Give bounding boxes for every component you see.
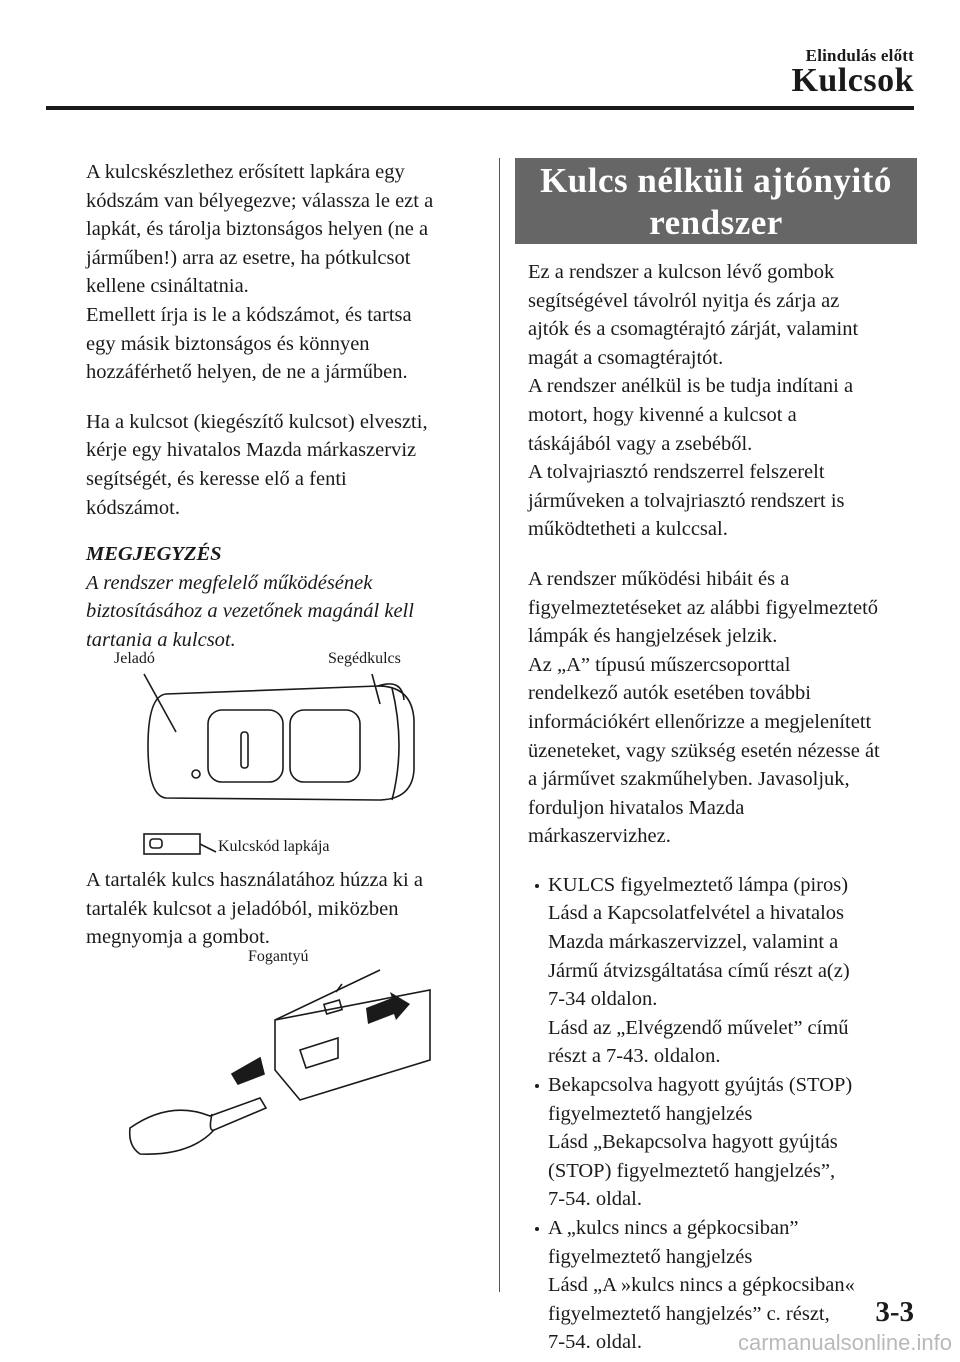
left-column [86,158,486,655]
column-divider [499,158,500,1292]
warning-list [528,871,917,1357]
code-plate-label: Kulcskód lapkája [218,838,330,855]
right-paragraph-5: Az „A” típusú műszercsoporttal rendelkező autók esetében további információkért ellenőrizze a megjelenített üzeneteket, vagy szükség esetén nézesse át a járművet szakműhelyben. Javasoljuk, forduljon hivatalos Mazda márkaszervizhez. [528,653,880,848]
right-paragraph-3: A tolvajriasztó rendszerrel felszerelt járműveken a tolvajriasztó rendszert is működtetheti a kulccsal. [528,461,845,541]
left-paragraph-3: Ha a kulcsot (kiegészítő kulcsot) elveszti, kérje egy hivatalos Mazda márkaszerviz segítségét, és keresse elő a fenti kódszámot. [86,410,428,519]
watermark-text: carmanualsonline.info [737,1330,952,1355]
header-rule [46,106,914,110]
note-heading: MEGJEGYZÉS [86,543,222,566]
left-paragraph-4: A tartalék kulcs használatához húzza ki a tartalék kulcsot a jeladóból, miközben megnyomja a gombot. [86,869,423,949]
knob-label: Fogantyú [248,948,309,965]
code-plate-figure [142,830,442,860]
key-fob-figure [96,640,476,820]
right-paragraph-4: A rendszer működési hibáit és a figyelmeztetéseket az alábbi figyelmeztető lámpák és hangjelzések jelzik. [528,567,879,648]
bullet-dot-icon [535,1084,539,1088]
left-column-lower [86,866,486,952]
bullet-dot-icon [535,884,539,888]
section-heading-line-2: rendszer [649,203,783,242]
emergency-key-illustration [110,950,440,1200]
transmitter-label: Jeladó [114,650,155,667]
note-body: A rendszer megfelelő működésének biztosításához a vezetőnek magánál kell tartania a kulcsot. [86,571,414,651]
section-heading-box [515,158,917,244]
chapter-title: Kulcsok [791,62,914,99]
aux-key-label: Segédkulcs [328,650,401,667]
right-paragraph-1: Ez a rendszer a kulcson lévő gombok segítségével távolról nyitja és zárja az ajtók és a csomagtérajtó zárját, valamint magát a csomagtérajtót. [528,261,859,369]
left-paragraph-2: Emellett írja is le a kódszámot, és tartsa egy másik biztonságos és könnyen hozzáférhető helyen, de ne a járműben. [86,303,412,384]
code-plate-illustration [142,830,222,860]
page-number: 3-3 [875,1296,914,1328]
section-heading-line-1: Kulcs nélküli ajtónyitó [540,161,892,200]
chapter-subtitle: Elindulás előtt [805,46,914,65]
right-column [515,158,917,1357]
right-paragraph-2: A rendszer anélkül is be tudja indítani a motort, hogy kivenné a kulcsot a táskájából vagy a zsebéből. [528,375,854,455]
emergency-key-figure [110,950,440,1200]
list-item: KULCS figyelmeztető lámpa (piros) Lásd a Kapcsolatfelvétel a hivatalos Mazda márkaszervizzel, valamint a Jármű átvizsgáltatása című részt a(z) 7-34 oldalon. Lásd az „Elvégzendő művelet” című részt a 7-43. oldalon. [528,871,917,1071]
list-item: A „kulcs nincs a gépkocsiban” figyelmeztető hangjelzés Lásd „A »kulcs nincs a gépkocsiban« figyelmeztető hangjelzés” c. részt, 7-54. oldal. [528,1214,917,1357]
list-item: Bekapcsolva hagyott gyújtás (STOP) figyelmeztető hangjelzés Lásd „Bekapcsolva hagyott gyújtás (STOP) figyelmeztető hangjelzés”, 7-54. oldal. [528,1071,917,1214]
bullet-dot-icon [535,1227,539,1231]
left-paragraph-1: A kulcskészlethez erősített lapkára egy kódszám van bélyegezve; válassza le ezt a lapkát, és tárolja biztonságos helyen (ne a járműben!) arra az esetre, ha pótkulcsot kellene csináltatnia. [86,161,434,298]
